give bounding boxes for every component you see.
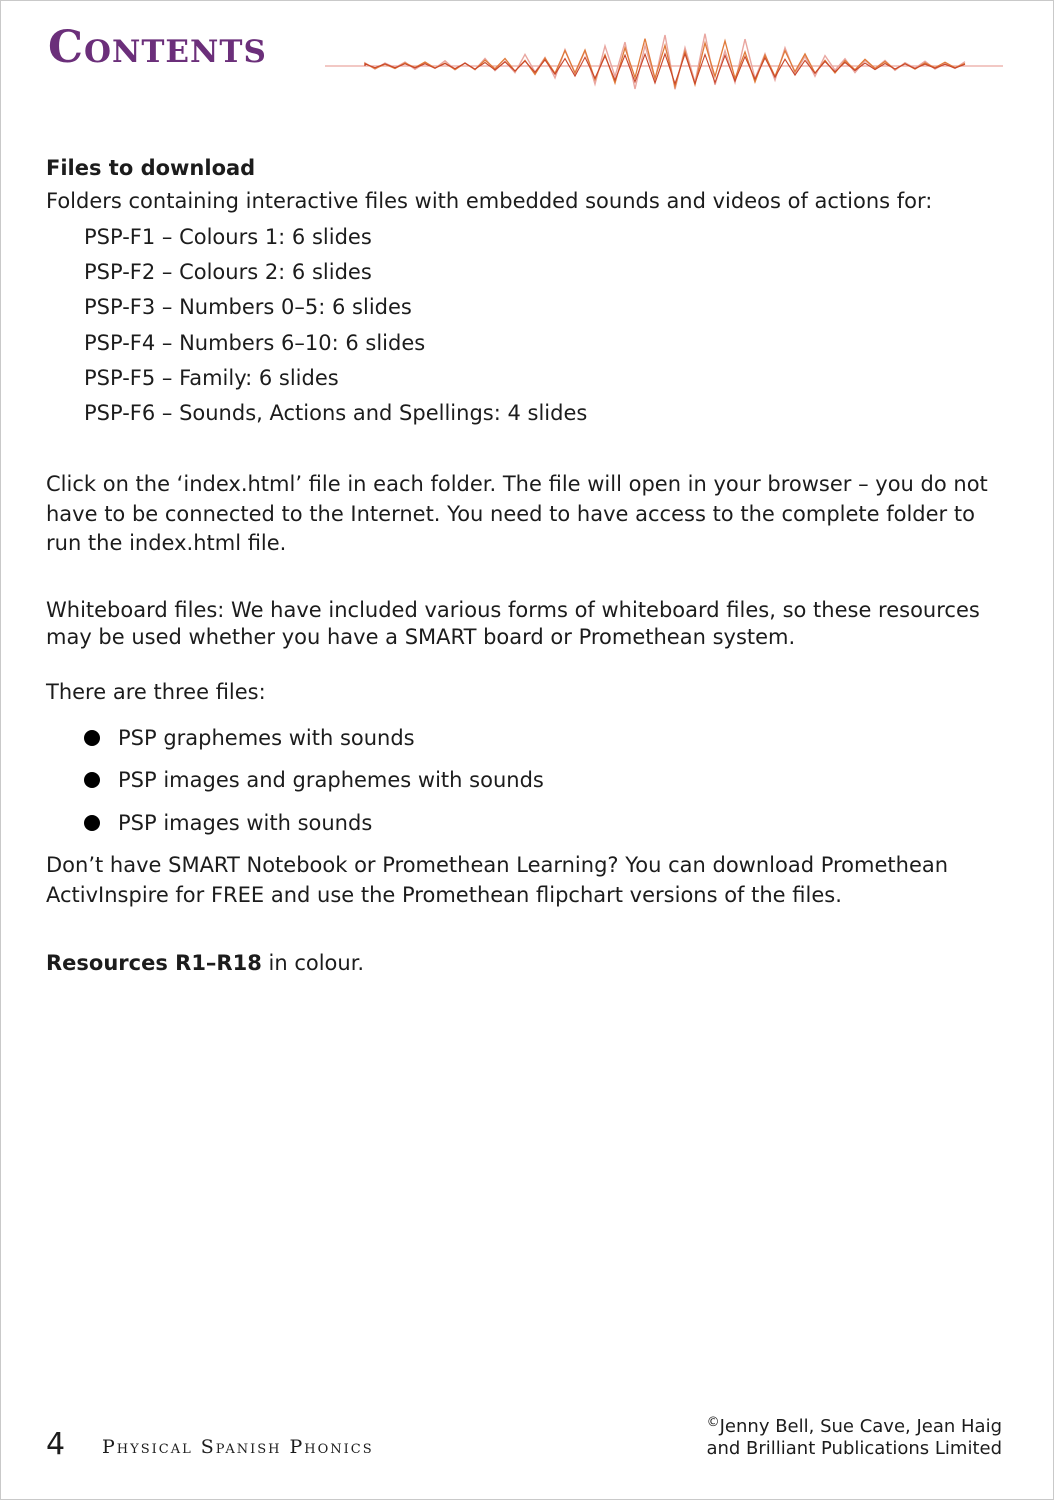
copyright-line-1: [706, 1416, 1002, 1438]
main-content: [46, 152, 1006, 978]
folder-item: PSP-F3 – Numbers 0–5: 6 slides: [84, 295, 412, 320]
file-list: [84, 717, 1006, 845]
folder-item: PSP-F2 – Colours 2: 6 slides: [84, 260, 372, 285]
file-label: PSP images with sounds: [118, 810, 373, 835]
file-item: [84, 759, 1006, 802]
index-instructions: Click on the ‘index.html’ file in each folder. The file will open in your browser – you do not have to be connected to the Internet. You need to have access to the complete folder to run the index.html file.: [46, 472, 988, 556]
file-label: PSP graphemes with sounds: [118, 725, 415, 750]
copyright-symbol: ©: [706, 1415, 720, 1430]
resources-label: Resources R1–R18: [46, 951, 262, 976]
page-number: 4: [46, 1427, 66, 1462]
folder-item: PSP-F6 – Sounds, Actions and Spellings: 4 slides: [84, 401, 588, 426]
intro-text: Folders containing interactive files with embedded sounds and videos of actions for:: [46, 189, 933, 213]
copyright-authors: Jenny Bell, Sue Cave, Jean Haig: [719, 1416, 1002, 1437]
file-item: [84, 717, 1006, 760]
resources-rest: in colour.: [261, 951, 365, 976]
three-files-text: There are three files:: [46, 679, 266, 704]
page-title: Contents: [48, 22, 267, 73]
bullet-icon: [84, 772, 100, 788]
section-heading: Files to download: [46, 156, 256, 180]
sound-wave-line: [365, 39, 965, 87]
copyright-line-2: and Brilliant Publications Limited: [706, 1438, 1002, 1459]
folder-item: PSP-F1 – Colours 1: 6 slides: [84, 225, 372, 249]
file-item: [84, 802, 1006, 845]
software-note: Don’t have SMART Notebook or Promethean Learning? You can download Promethean ActivInspire for FREE and use the Promethean flipchart versions of the files.: [46, 853, 949, 908]
bullet-icon: [84, 730, 100, 746]
sound-wave-line: [365, 34, 965, 90]
sound-wave-icon: [325, 22, 1005, 98]
copyright: [706, 1416, 1002, 1460]
folder-item: PSP-F5 – Family: 6 slides: [84, 365, 339, 390]
file-label: PSP images and graphemes with sounds: [118, 768, 544, 793]
running-title: Physical Spanish Phonics: [102, 1436, 374, 1458]
resources-note: [46, 948, 1006, 978]
bullet-icon: [84, 815, 100, 831]
folder-item: PSP-F4 – Numbers 6–10: 6 slides: [84, 330, 426, 355]
folder-list: [84, 220, 1006, 431]
whiteboard-text: Whiteboard files: We have included various forms of whiteboard files, so these resources may be used whether you have a SMART board or Promethean system.: [46, 597, 980, 649]
